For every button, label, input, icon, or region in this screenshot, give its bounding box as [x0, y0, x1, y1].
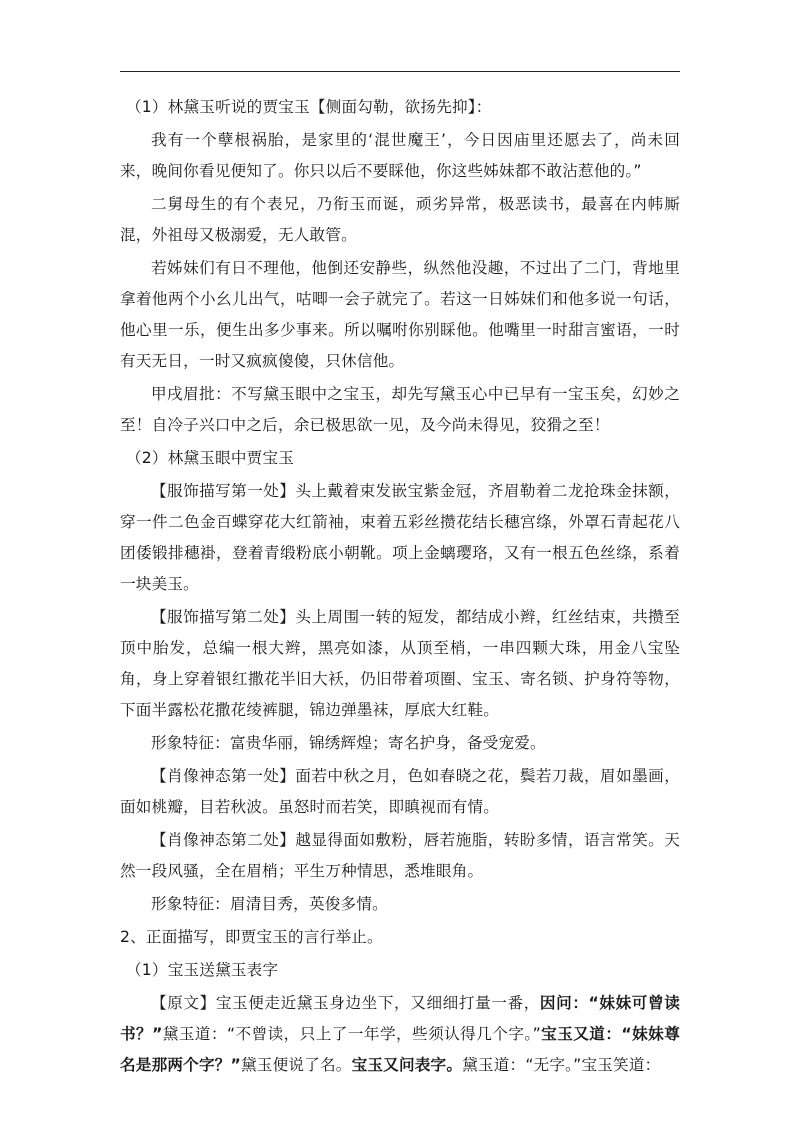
- paragraph-zimei: 若姊妹们有日不理他，他倒还安静些，纵然他没趣，不过出了二门，背地里拿着他两个小幺儿出气，咕唧一会子就完了。若这一日姊妹们和他多说一句话，他心里一乐，便生出多少事来。所以嘱咐你别睬他。他嘴里一时甜言蜜语，一时有天无日，一时又疯疯傻傻，只休信他。: [120, 259, 680, 370]
- paragraph-portrait-2: 【肖像神态第二处】越显得面如敷粉，唇若施脂，转盼多情，语言常笑。天然一段风骚，全在眉梢；平生万种情思，悉堆眼角。: [120, 831, 680, 880]
- paragraph-portrait-1: 【肖像神态第一处】面若中秋之月，色如春晓之花，鬓若刀裁，眉如墨画，面如桃瓣，目若秋波。虽怒时而若笑，即瞋视而有情。: [120, 767, 680, 816]
- paragraph-trait-2: 形象特征：眉清目秀，英俊多情。: [151, 895, 388, 913]
- paragraph-original-text: 【原文】宝玉便走近黛玉身边坐下，又细细打量一番，因问：“妹妹可曾读书？”黛玉道：“不曾读，只上了一年学，些须认得几个字。”宝玉又道：“妹妹尊名是那两个字？”黛玉便说了名。宝玉又问表字。黛玉道：“无字。”宝玉笑道：: [120, 994, 680, 1074]
- paragraph-clothing-2: 【服饰描写第二处】头上周围一转的短发，都结成小辫，红丝结束，共攒至顶中胎发，总编一根大辫，黑亮如漆，从顶至梢，一串四颗大珠，用金八宝坠角，身上穿着银红撒花半旧大袄，仍旧带着项圈、宝玉、寄名锁、护身符等物，下面半露松花撒花绫裤腿，锦边弹墨袜，厚底大红鞋。: [120, 608, 680, 719]
- paragraph-quote-niegen: 我有一个孽根祸胎，是家里的‘混世魔王’，今日因庙里还愿去了，尚未回来，晚间你看见便知了。你只以后不要睬他，你这些姊妹都不敢沾惹他的。”: [120, 131, 680, 180]
- paragraph-biaoxiong: 二舅母生的有个表兄，乃衔玉而诞，顽劣异常，极恶读书，最喜在内帏厮混，外祖母又极溺爱，无人敢管。: [120, 195, 680, 244]
- header-rule: [120, 71, 680, 72]
- heading-direct-description: 2、正面描写，即贾宝玉的言行举止。: [120, 928, 383, 946]
- heading-baoyu-in-daiyu-eyes: （2）林黛玉眼中贾宝玉: [126, 449, 295, 467]
- heading-biaozi: （1）宝玉送黛玉表字: [126, 961, 279, 979]
- paragraph-meipi: 甲戌眉批：不写黛玉眼中之宝玉，却先写黛玉心中已早有一宝玉矣，幻妙之至！自冷子兴口中之后，余已极思欲一见，及今尚未得见，狡猾之至！: [120, 385, 680, 434]
- heading-daiyu-hears-baoyu: （1）林黛玉听说的贾宝玉【侧面勾勒，欲扬先抑】：: [126, 98, 492, 116]
- paragraph-clothing-1: 【服饰描写第一处】头上戴着束发嵌宝紫金冠，齐眉勒着二龙抢珠金抹额，穿一件二色金百蝶穿花大红箭袖，束着五彩丝攒花结长穗宫绦，外罩石青起花八团倭锻排穗褂，登着青缎粉底小朝靴。项上金螭璎珞，又有一根五色丝绦，系着一块美玉。: [120, 482, 680, 593]
- document-body: [120, 92, 680, 1083]
- paragraph-trait-1: 形象特征：富贵华丽，锦绣辉煌；寄名护身，备受宠爱。: [151, 734, 546, 752]
